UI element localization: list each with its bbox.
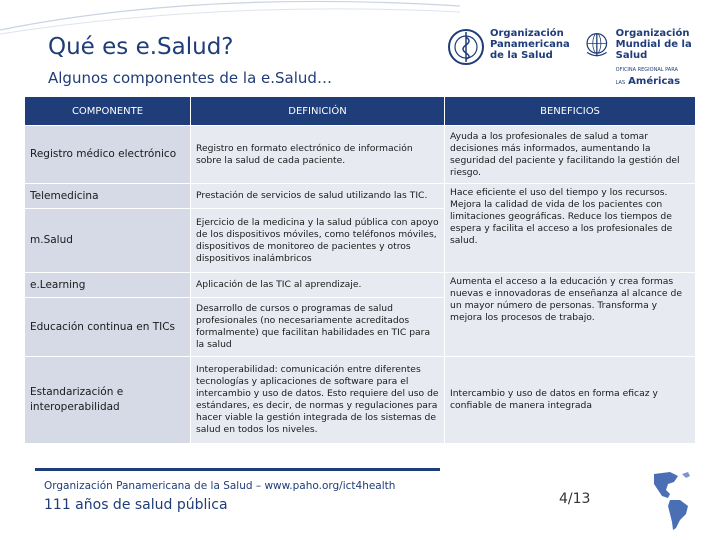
header-definicion: DEFINICIÓN bbox=[191, 97, 444, 125]
benefit-4: Intercambio y uso de datos en forma eficaz y confiable de manera integrada bbox=[445, 357, 695, 443]
slide-title: Qué es e.Salud? bbox=[48, 34, 234, 60]
header-componente: COMPONENTE bbox=[25, 97, 190, 125]
row-6-component: Estandarización e interoperabilidad bbox=[25, 357, 190, 443]
paho-line-2: Panamericana bbox=[490, 39, 570, 50]
benefit-3: Aumenta el acceso a la educación y crea formas nuevas e innovadoras de enseñanza al alcance de un mayor número de personas. Transforma y mejora los procesos de trabajo. bbox=[445, 273, 695, 356]
who-line-2: Mundial de la Salud bbox=[615, 39, 692, 61]
who-region: Américas bbox=[628, 76, 681, 87]
row-5-component: Educación continua en TICs bbox=[25, 298, 190, 356]
row-3-component: m.Salud bbox=[25, 209, 190, 272]
header-beneficios: BENEFICIOS bbox=[445, 97, 695, 125]
row-2-component: Telemedicina bbox=[25, 184, 190, 208]
paho-logo bbox=[447, 28, 570, 66]
benefit-1: Ayuda a los profesionales de salud a tomar decisiones más informados, aumentando la seguridad del paciente y facilitando la gestión del riesgo. bbox=[445, 126, 695, 183]
row-6-definition: Interoperabilidad: comunicación entre diferentes tecnologías y aplicaciones de software para el intercambio y uso de datos. Esto requiere del uso de estándares, es decir, de normas y regulaciones para hacer viable la gestión integrada de los sistemas de salud en todos los niveles. bbox=[191, 357, 444, 443]
row-1-definition: Registro en formato electrónico de información sobre la salud de cada paciente. bbox=[191, 126, 444, 183]
row-5-definition: Desarrollo de cursos o programas de salud profesionales (no necesariamente acreditados formalmente) que facilitan habilidades en TIC para la salud bbox=[191, 298, 444, 356]
footer-organization: Organización Panamericana de la Salud – www.paho.org/ict4health bbox=[44, 480, 396, 492]
who-emblem-icon bbox=[583, 28, 611, 62]
slide-subtitle: Algunos componentes de la e.Salud… bbox=[48, 69, 332, 87]
row-4-definition: Aplicación de las TIC al aprendizaje. bbox=[191, 273, 444, 297]
footer-divider bbox=[35, 468, 440, 471]
who-line-1: Organización bbox=[615, 28, 690, 39]
who-logo bbox=[583, 28, 720, 89]
paho-emblem-icon bbox=[447, 28, 485, 66]
row-4-component: e.Learning bbox=[25, 273, 190, 297]
who-regional-label: OFICINA REGIONAL PARA LAS bbox=[615, 67, 678, 86]
paho-line-1: Organización bbox=[490, 28, 564, 39]
row-2-definition: Prestación de servicios de salud utilizando las TIC. bbox=[191, 184, 444, 208]
row-1-component: Registro médico electrónico bbox=[25, 126, 190, 183]
components-table bbox=[25, 97, 695, 443]
row-3-definition: Ejercicio de la medicina y la salud pública con apoyo de los dispositivos móviles, como teléfonos móviles, dispositivos de monitoreo de pacientes y otros dispositivos inalámbricos bbox=[191, 209, 444, 272]
footer-tagline: 111 años de salud pública bbox=[44, 497, 228, 513]
benefit-2: Hace eficiente el uso del tiempo y los recursos. Mejora la calidad de vida de los pacientes con limitaciones geográficas. Reduce los tiempos de espera y facilita el acceso a los profesionales de salud. bbox=[445, 184, 695, 272]
page-number: 4/13 bbox=[559, 491, 591, 507]
americas-map-icon bbox=[648, 470, 703, 532]
paho-line-3: de la Salud bbox=[490, 50, 553, 61]
